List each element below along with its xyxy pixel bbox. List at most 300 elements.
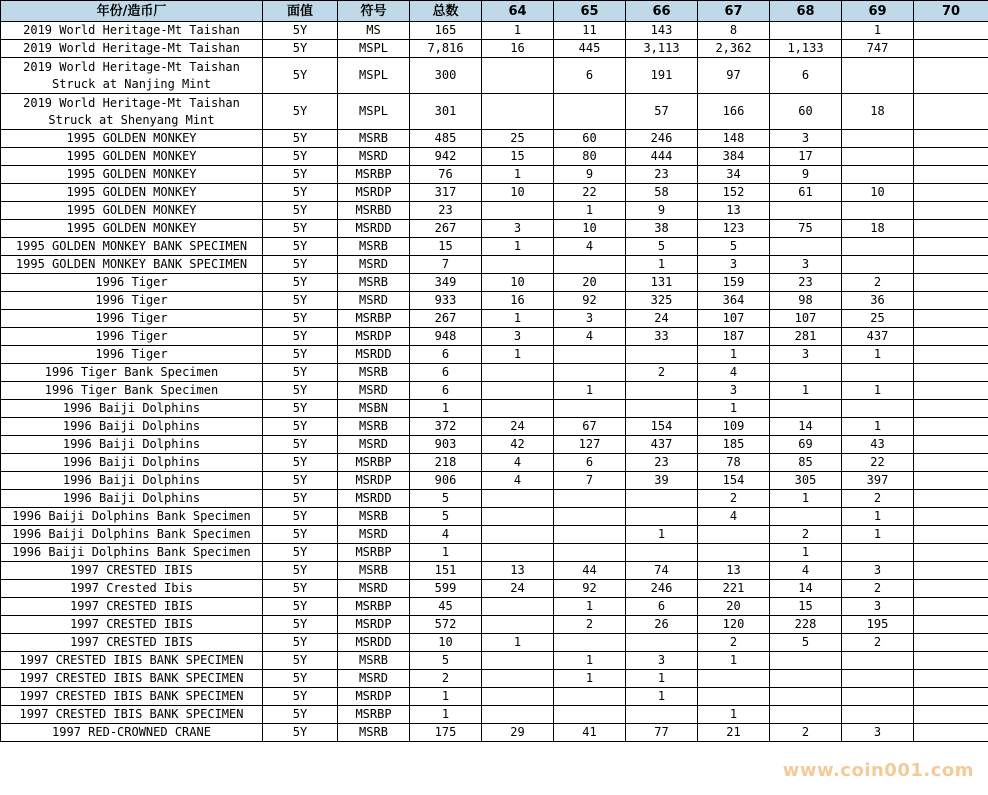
table-row	[1, 94, 988, 130]
header-grade-68: 68	[770, 1, 842, 22]
cell-total: 933	[410, 292, 482, 310]
cell-denomination: 5Y	[263, 40, 338, 58]
cell-grade-70	[914, 508, 988, 526]
cell-grade-69	[842, 130, 914, 148]
cell-grade-70	[914, 148, 988, 166]
cell-symbol: MSRB	[338, 238, 410, 256]
cell-grade-70	[914, 310, 988, 328]
cell-grade-67: 123	[698, 220, 770, 238]
table-row	[1, 418, 988, 436]
cell-name: 1997 CRESTED IBIS	[1, 616, 263, 634]
cell-grade-66: 23	[626, 454, 698, 472]
cell-total: 572	[410, 616, 482, 634]
table-row	[1, 562, 988, 580]
cell-grade-65: 41	[554, 724, 626, 742]
cell-grade-64	[482, 652, 554, 670]
cell-denomination: 5Y	[263, 346, 338, 364]
cell-grade-65: 92	[554, 580, 626, 598]
cell-denomination: 5Y	[263, 508, 338, 526]
cell-grade-65: 3	[554, 310, 626, 328]
cell-symbol: MSRB	[338, 508, 410, 526]
table-row	[1, 688, 988, 706]
cell-grade-65: 2	[554, 616, 626, 634]
cell-grade-67: 154	[698, 472, 770, 490]
cell-grade-70	[914, 328, 988, 346]
cell-total: 5	[410, 490, 482, 508]
cell-total: 300	[410, 58, 482, 94]
cell-grade-65	[554, 508, 626, 526]
cell-symbol: MSRD	[338, 526, 410, 544]
cell-name: 1996 Tiger	[1, 328, 263, 346]
table-row	[1, 364, 988, 382]
cell-grade-70	[914, 166, 988, 184]
cell-denomination: 5Y	[263, 670, 338, 688]
cell-grade-70	[914, 706, 988, 724]
cell-grade-69: 747	[842, 40, 914, 58]
cell-grade-69	[842, 670, 914, 688]
cell-denomination: 5Y	[263, 580, 338, 598]
cell-grade-68: 1	[770, 490, 842, 508]
cell-denomination: 5Y	[263, 22, 338, 40]
cell-denomination: 5Y	[263, 526, 338, 544]
cell-grade-68: 17	[770, 148, 842, 166]
cell-grade-64	[482, 58, 554, 94]
cell-denomination: 5Y	[263, 544, 338, 562]
cell-total: 1	[410, 688, 482, 706]
cell-name: 1995 GOLDEN MONKEY BANK SPECIMEN	[1, 256, 263, 274]
cell-total: 1	[410, 544, 482, 562]
cell-grade-65	[554, 346, 626, 364]
cell-name: 1996 Baiji Dolphins	[1, 490, 263, 508]
cell-symbol: MSRB	[338, 724, 410, 742]
cell-name: 1995 GOLDEN MONKEY	[1, 166, 263, 184]
cell-denomination: 5Y	[263, 598, 338, 616]
table-row	[1, 238, 988, 256]
cell-denomination: 5Y	[263, 490, 338, 508]
cell-grade-64	[482, 598, 554, 616]
cell-total: 599	[410, 580, 482, 598]
cell-grade-66: 38	[626, 220, 698, 238]
cell-grade-64: 4	[482, 472, 554, 490]
cell-grade-65: 60	[554, 130, 626, 148]
cell-grade-67: 8	[698, 22, 770, 40]
cell-name: 1996 Tiger	[1, 346, 263, 364]
cell-grade-66	[626, 706, 698, 724]
table-row	[1, 40, 988, 58]
cell-symbol: MSRDP	[338, 472, 410, 490]
cell-grade-64	[482, 490, 554, 508]
cell-symbol: MSRB	[338, 652, 410, 670]
cell-grade-64: 15	[482, 148, 554, 166]
cell-grade-69	[842, 58, 914, 94]
cell-grade-69: 25	[842, 310, 914, 328]
cell-symbol: MSBN	[338, 400, 410, 418]
cell-name: 2019 World Heritage-Mt Taishan Struck at Shenyang Mint	[1, 94, 263, 130]
cell-grade-66	[626, 382, 698, 400]
cell-total: 906	[410, 472, 482, 490]
cell-grade-68: 1,133	[770, 40, 842, 58]
cell-grade-67: 166	[698, 94, 770, 130]
cell-grade-68: 3	[770, 256, 842, 274]
cell-grade-65: 1	[554, 598, 626, 616]
cell-grade-70	[914, 256, 988, 274]
table-row	[1, 148, 988, 166]
cell-grade-66	[626, 400, 698, 418]
cell-grade-65: 127	[554, 436, 626, 454]
cell-grade-64	[482, 688, 554, 706]
cell-grade-67: 120	[698, 616, 770, 634]
cell-total: 45	[410, 598, 482, 616]
cell-grade-68: 85	[770, 454, 842, 472]
table-row	[1, 526, 988, 544]
cell-grade-66: 191	[626, 58, 698, 94]
cell-grade-67: 13	[698, 562, 770, 580]
cell-grade-64: 16	[482, 40, 554, 58]
cell-total: 165	[410, 22, 482, 40]
cell-grade-69: 1	[842, 418, 914, 436]
cell-denomination: 5Y	[263, 688, 338, 706]
cell-total: 6	[410, 364, 482, 382]
header-symbol: 符号	[338, 1, 410, 22]
cell-grade-65: 7	[554, 472, 626, 490]
cell-name: 1996 Tiger	[1, 292, 263, 310]
cell-grade-67: 4	[698, 508, 770, 526]
cell-denomination: 5Y	[263, 382, 338, 400]
cell-grade-64: 1	[482, 634, 554, 652]
cell-total: 6	[410, 346, 482, 364]
cell-grade-68: 281	[770, 328, 842, 346]
cell-grade-65: 4	[554, 328, 626, 346]
cell-grade-70	[914, 274, 988, 292]
table-row	[1, 184, 988, 202]
cell-total: 6	[410, 382, 482, 400]
table-row	[1, 310, 988, 328]
cell-denomination: 5Y	[263, 202, 338, 220]
cell-symbol: MSRD	[338, 580, 410, 598]
cell-denomination: 5Y	[263, 130, 338, 148]
cell-grade-70	[914, 130, 988, 148]
cell-grade-69: 2	[842, 274, 914, 292]
cell-grade-69	[842, 706, 914, 724]
cell-grade-66: 1	[626, 688, 698, 706]
cell-grade-65: 1	[554, 382, 626, 400]
cell-grade-67: 107	[698, 310, 770, 328]
cell-grade-67: 1	[698, 652, 770, 670]
table-row	[1, 202, 988, 220]
cell-grade-69	[842, 148, 914, 166]
cell-grade-65	[554, 364, 626, 382]
cell-grade-69	[842, 544, 914, 562]
cell-grade-69: 3	[842, 562, 914, 580]
cell-grade-64: 24	[482, 580, 554, 598]
table-row	[1, 274, 988, 292]
cell-grade-68: 3	[770, 130, 842, 148]
cell-grade-67	[698, 544, 770, 562]
table-row	[1, 130, 988, 148]
cell-grade-67: 159	[698, 274, 770, 292]
cell-grade-68	[770, 400, 842, 418]
cell-grade-67: 1	[698, 346, 770, 364]
cell-grade-70	[914, 202, 988, 220]
cell-grade-65	[554, 526, 626, 544]
header-grade-70: 70	[914, 1, 988, 22]
cell-symbol: MSRDD	[338, 220, 410, 238]
cell-name: 1995 GOLDEN MONKEY	[1, 202, 263, 220]
cell-grade-66	[626, 544, 698, 562]
cell-grade-64: 1	[482, 346, 554, 364]
cell-name: 2019 World Heritage-Mt Taishan Struck at Nanjing Mint	[1, 58, 263, 94]
cell-name: 1997 RED-CROWNED CRANE	[1, 724, 263, 742]
cell-grade-70	[914, 652, 988, 670]
cell-name: 1996 Tiger Bank Specimen	[1, 364, 263, 382]
cell-name: 1996 Baiji Dolphins Bank Specimen	[1, 544, 263, 562]
cell-grade-68: 98	[770, 292, 842, 310]
cell-grade-68: 107	[770, 310, 842, 328]
header-grade-69: 69	[842, 1, 914, 22]
cell-symbol: MSRD	[338, 256, 410, 274]
cell-grade-66: 9	[626, 202, 698, 220]
cell-name: 1995 GOLDEN MONKEY	[1, 130, 263, 148]
cell-grade-64: 24	[482, 418, 554, 436]
cell-symbol: MSRBP	[338, 598, 410, 616]
cell-symbol: MSPL	[338, 58, 410, 94]
cell-grade-67: 97	[698, 58, 770, 94]
cell-grade-67: 148	[698, 130, 770, 148]
table-row	[1, 670, 988, 688]
cell-grade-68: 14	[770, 418, 842, 436]
cell-grade-69	[842, 400, 914, 418]
cell-total: 23	[410, 202, 482, 220]
cell-grade-66: 3,113	[626, 40, 698, 58]
cell-total: 2	[410, 670, 482, 688]
cell-grade-69	[842, 652, 914, 670]
cell-grade-66: 6	[626, 598, 698, 616]
cell-grade-68	[770, 706, 842, 724]
cell-symbol: MSRD	[338, 670, 410, 688]
cell-grade-65: 92	[554, 292, 626, 310]
cell-grade-67: 185	[698, 436, 770, 454]
cell-name: 1996 Baiji Dolphins	[1, 472, 263, 490]
cell-total: 5	[410, 508, 482, 526]
cell-denomination: 5Y	[263, 436, 338, 454]
cell-grade-66: 58	[626, 184, 698, 202]
cell-grade-66: 325	[626, 292, 698, 310]
cell-grade-65: 445	[554, 40, 626, 58]
cell-denomination: 5Y	[263, 652, 338, 670]
cell-grade-64	[482, 400, 554, 418]
cell-grade-64	[482, 526, 554, 544]
cell-denomination: 5Y	[263, 364, 338, 382]
cell-grade-66: 131	[626, 274, 698, 292]
cell-grade-64	[482, 256, 554, 274]
cell-grade-69: 1	[842, 526, 914, 544]
cell-total: 151	[410, 562, 482, 580]
cell-name: 2019 World Heritage-Mt Taishan	[1, 40, 263, 58]
cell-denomination: 5Y	[263, 328, 338, 346]
cell-grade-66: 2	[626, 364, 698, 382]
cell-grade-69: 437	[842, 328, 914, 346]
cell-grade-64	[482, 544, 554, 562]
cell-denomination: 5Y	[263, 706, 338, 724]
table-row	[1, 292, 988, 310]
cell-total: 903	[410, 436, 482, 454]
cell-total: 218	[410, 454, 482, 472]
cell-grade-68: 1	[770, 544, 842, 562]
cell-grade-68	[770, 22, 842, 40]
table-row	[1, 652, 988, 670]
cell-total: 1	[410, 706, 482, 724]
table-row	[1, 508, 988, 526]
cell-grade-70	[914, 580, 988, 598]
table-row	[1, 346, 988, 364]
cell-grade-70	[914, 94, 988, 130]
cell-grade-68: 23	[770, 274, 842, 292]
cell-grade-67: 3	[698, 256, 770, 274]
cell-grade-70	[914, 490, 988, 508]
cell-grade-70	[914, 346, 988, 364]
cell-grade-70	[914, 634, 988, 652]
cell-grade-68	[770, 364, 842, 382]
cell-name: 1996 Baiji Dolphins	[1, 418, 263, 436]
cell-denomination: 5Y	[263, 166, 338, 184]
cell-grade-67	[698, 688, 770, 706]
cell-denomination: 5Y	[263, 58, 338, 94]
cell-grade-68: 6	[770, 58, 842, 94]
cell-grade-66: 143	[626, 22, 698, 40]
cell-grade-68: 9	[770, 166, 842, 184]
cell-grade-65	[554, 688, 626, 706]
cell-grade-65	[554, 634, 626, 652]
cell-total: 1	[410, 400, 482, 418]
cell-grade-69: 1	[842, 22, 914, 40]
cell-grade-65: 4	[554, 238, 626, 256]
cell-grade-68: 5	[770, 634, 842, 652]
cell-name: 1996 Tiger Bank Specimen	[1, 382, 263, 400]
table-row	[1, 22, 988, 40]
cell-name: 1997 CRESTED IBIS BANK SPECIMEN	[1, 652, 263, 670]
header-name: 年份/造币厂	[1, 1, 263, 22]
cell-grade-66: 246	[626, 580, 698, 598]
table-row	[1, 436, 988, 454]
cell-grade-64: 42	[482, 436, 554, 454]
cell-grade-69: 397	[842, 472, 914, 490]
cell-grade-65: 6	[554, 58, 626, 94]
cell-denomination: 5Y	[263, 472, 338, 490]
cell-grade-68: 3	[770, 346, 842, 364]
cell-grade-64	[482, 202, 554, 220]
cell-grade-69	[842, 166, 914, 184]
cell-symbol: MSRB	[338, 274, 410, 292]
cell-grade-66: 23	[626, 166, 698, 184]
cell-grade-67: 1	[698, 400, 770, 418]
cell-grade-67: 109	[698, 418, 770, 436]
cell-denomination: 5Y	[263, 256, 338, 274]
cell-grade-66: 24	[626, 310, 698, 328]
cell-total: 267	[410, 310, 482, 328]
cell-name: 1996 Tiger	[1, 310, 263, 328]
cell-name: 1996 Baiji Dolphins	[1, 400, 263, 418]
cell-grade-65: 22	[554, 184, 626, 202]
cell-grade-65: 11	[554, 22, 626, 40]
cell-symbol: MS	[338, 22, 410, 40]
cell-grade-69: 3	[842, 598, 914, 616]
cell-denomination: 5Y	[263, 292, 338, 310]
cell-symbol: MSRDD	[338, 346, 410, 364]
cell-denomination: 5Y	[263, 634, 338, 652]
cell-grade-70	[914, 58, 988, 94]
cell-grade-67: 187	[698, 328, 770, 346]
cell-symbol: MSRBP	[338, 454, 410, 472]
cell-grade-64: 13	[482, 562, 554, 580]
cell-grade-68: 2	[770, 724, 842, 742]
cell-grade-66: 26	[626, 616, 698, 634]
cell-name: 1997 CRESTED IBIS	[1, 634, 263, 652]
cell-grade-67: 221	[698, 580, 770, 598]
cell-name: 1996 Baiji Dolphins	[1, 454, 263, 472]
cell-denomination: 5Y	[263, 274, 338, 292]
cell-name: 1997 CRESTED IBIS BANK SPECIMEN	[1, 670, 263, 688]
cell-symbol: MSRDP	[338, 688, 410, 706]
cell-grade-64: 10	[482, 274, 554, 292]
cell-grade-67: 4	[698, 364, 770, 382]
table-row	[1, 706, 988, 724]
cell-grade-69: 3	[842, 724, 914, 742]
cell-grade-64: 1	[482, 310, 554, 328]
cell-grade-68	[770, 238, 842, 256]
cell-symbol: MSRDP	[338, 328, 410, 346]
cell-grade-66: 39	[626, 472, 698, 490]
table-row	[1, 616, 988, 634]
cell-denomination: 5Y	[263, 562, 338, 580]
cell-grade-70	[914, 724, 988, 742]
cell-total: 7,816	[410, 40, 482, 58]
cell-grade-66: 246	[626, 130, 698, 148]
cell-denomination: 5Y	[263, 724, 338, 742]
cell-grade-67: 152	[698, 184, 770, 202]
cell-grade-65	[554, 544, 626, 562]
cell-grade-67: 78	[698, 454, 770, 472]
cell-grade-70	[914, 544, 988, 562]
cell-name: 1997 CRESTED IBIS BANK SPECIMEN	[1, 688, 263, 706]
cell-total: 10	[410, 634, 482, 652]
cell-grade-70	[914, 526, 988, 544]
cell-grade-70	[914, 292, 988, 310]
cell-name: 1995 GOLDEN MONKEY	[1, 184, 263, 202]
cell-grade-70	[914, 670, 988, 688]
cell-symbol: MSRD	[338, 436, 410, 454]
table-row	[1, 580, 988, 598]
cell-symbol: MSPL	[338, 94, 410, 130]
cell-grade-70	[914, 688, 988, 706]
cell-grade-69: 22	[842, 454, 914, 472]
cell-grade-68: 15	[770, 598, 842, 616]
cell-grade-66: 437	[626, 436, 698, 454]
cell-grade-66: 57	[626, 94, 698, 130]
cell-grade-66: 1	[626, 670, 698, 688]
cell-symbol: MSRB	[338, 364, 410, 382]
cell-symbol: MSRD	[338, 148, 410, 166]
cell-name: 2019 World Heritage-Mt Taishan	[1, 22, 263, 40]
table-row	[1, 400, 988, 418]
cell-symbol: MSPL	[338, 40, 410, 58]
cell-grade-70	[914, 562, 988, 580]
cell-grade-66	[626, 634, 698, 652]
cell-grade-64	[482, 382, 554, 400]
cell-symbol: MSRB	[338, 418, 410, 436]
cell-total: 317	[410, 184, 482, 202]
cell-name: 1997 CRESTED IBIS	[1, 598, 263, 616]
cell-total: 76	[410, 166, 482, 184]
